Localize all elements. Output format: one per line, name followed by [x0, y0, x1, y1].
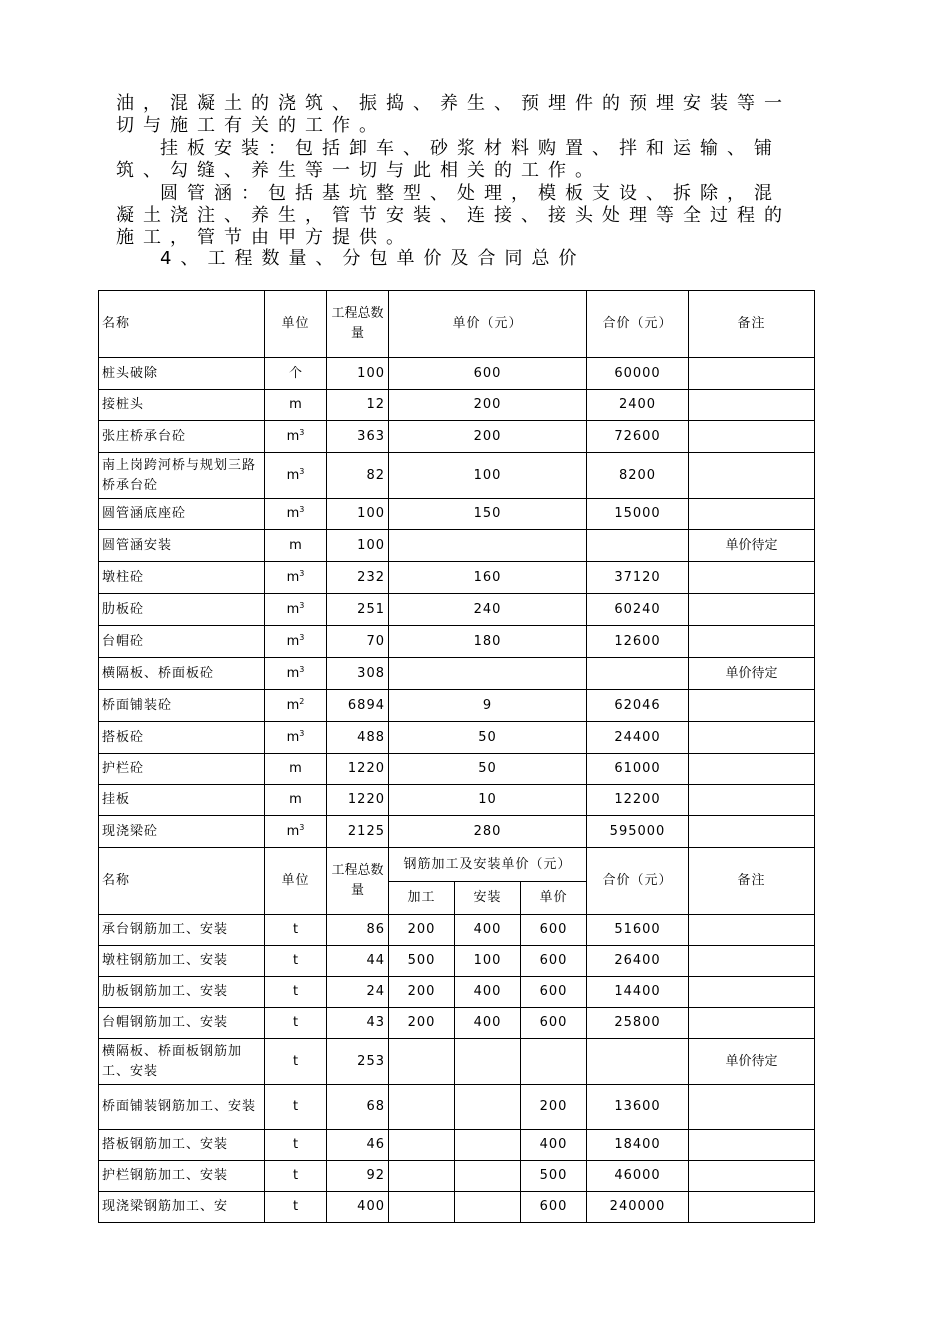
- row-unit-price: 500: [521, 1161, 587, 1192]
- unit-text: m: [286, 823, 300, 839]
- row-qty: 253: [327, 1039, 389, 1085]
- table-row: [99, 1008, 815, 1039]
- row-install-price: [455, 1130, 521, 1161]
- row-note: [689, 690, 815, 722]
- row-name: 墩柱砼: [99, 562, 265, 594]
- row-qty: 251: [327, 594, 389, 626]
- row-name: 搭板砼: [99, 722, 265, 754]
- row-name: 护栏钢筋加工、安装: [99, 1161, 265, 1192]
- row-note: [689, 1161, 815, 1192]
- row-qty: 400: [327, 1192, 389, 1223]
- row-install-price: 100: [455, 946, 521, 977]
- row-amount: 18400: [587, 1130, 689, 1161]
- row-price: 200: [389, 390, 587, 421]
- header-price: 单价（元）: [389, 291, 587, 358]
- row-note: 单价待定: [689, 658, 815, 690]
- row-unit-price: 600: [521, 946, 587, 977]
- header-amount: 合价（元）: [587, 848, 689, 915]
- unit-text: m: [286, 428, 300, 444]
- row-price: 100: [389, 453, 587, 499]
- row-price: 280: [389, 816, 587, 848]
- row-amount: 25800: [587, 1008, 689, 1039]
- row-note: [689, 626, 815, 658]
- table-row: [99, 977, 815, 1008]
- table-row: [99, 421, 815, 453]
- row-note: 单价待定: [689, 1039, 815, 1085]
- table-row: [99, 453, 815, 499]
- unit-text: m: [289, 537, 302, 553]
- row-name: 桩头破除: [99, 358, 265, 390]
- row-name: 挂板: [99, 785, 265, 816]
- header-unit-price: 单价: [521, 882, 587, 915]
- row-name: 现浇梁砼: [99, 816, 265, 848]
- row-qty: 232: [327, 562, 389, 594]
- row-qty: 100: [327, 530, 389, 562]
- row-process-price: 500: [389, 946, 455, 977]
- row-qty: 100: [327, 358, 389, 390]
- row-qty: 12: [327, 390, 389, 421]
- row-name: 台帽钢筋加工、安装: [99, 1008, 265, 1039]
- row-unit-price: 200: [521, 1085, 587, 1130]
- row-amount: 46000: [587, 1161, 689, 1192]
- row-unit: [265, 816, 327, 848]
- row-qty: 1220: [327, 785, 389, 816]
- table-row: [99, 1192, 815, 1223]
- row-note: [689, 754, 815, 785]
- row-note: [689, 785, 815, 816]
- row-amount: 15000: [587, 499, 689, 530]
- table-row: [99, 915, 815, 946]
- table-row: [99, 816, 815, 848]
- row-name: 搭板钢筋加工、安装: [99, 1130, 265, 1161]
- row-qty: 6894: [327, 690, 389, 722]
- table-row: [99, 562, 815, 594]
- row-name: 现浇梁钢筋加工、安: [99, 1192, 265, 1223]
- row-price: 240: [389, 594, 587, 626]
- row-unit: [265, 754, 327, 785]
- row-unit: t: [265, 946, 327, 977]
- unit-text: 个: [288, 365, 302, 381]
- row-amount: [587, 658, 689, 690]
- header-qty: 工程总数量: [327, 291, 389, 358]
- section-heading: 4、工程数量、分包单价及合同总价: [160, 248, 586, 269]
- unit-superscript: 3: [299, 505, 305, 514]
- paragraph-line: 施工，管节由甲方提供。: [116, 227, 413, 248]
- row-name: 桥面铺装钢筋加工、安装: [99, 1085, 265, 1130]
- header-process: 加工: [389, 882, 455, 915]
- row-process-price: [389, 1039, 455, 1085]
- row-note: [689, 421, 815, 453]
- row-unit: [265, 453, 327, 499]
- table-row: [99, 1161, 815, 1192]
- row-qty: 86: [327, 915, 389, 946]
- row-price: 200: [389, 421, 587, 453]
- header-price-group: 钢筋加工及安装单价（元）: [389, 848, 587, 882]
- row-unit-price: 400: [521, 1130, 587, 1161]
- row-name: 张庄桥承台砼: [99, 421, 265, 453]
- row-install-price: [455, 1161, 521, 1192]
- row-price: 600: [389, 358, 587, 390]
- row-qty: 2125: [327, 816, 389, 848]
- row-amount: 61000: [587, 754, 689, 785]
- row-qty: 82: [327, 453, 389, 499]
- row-name: 横隔板、桥面板砼: [99, 658, 265, 690]
- row-amount: 60240: [587, 594, 689, 626]
- row-note: [689, 915, 815, 946]
- unit-superscript: 3: [299, 728, 305, 738]
- row-qty: 308: [327, 658, 389, 690]
- unit-superscript: 3: [299, 822, 305, 832]
- row-name: 台帽砼: [99, 626, 265, 658]
- row-amount: 72600: [587, 421, 689, 453]
- table-row: [99, 390, 815, 421]
- row-price: 50: [389, 722, 587, 754]
- unit-text: m: [286, 697, 300, 713]
- unit-superscript: 3: [299, 568, 305, 578]
- row-amount: 595000: [587, 816, 689, 848]
- row-install-price: 400: [455, 915, 521, 946]
- row-unit: t: [265, 1008, 327, 1039]
- table2-header-row: [99, 848, 815, 882]
- row-unit: t: [265, 1192, 327, 1223]
- unit-superscript: 3: [299, 664, 305, 674]
- row-qty: 488: [327, 722, 389, 754]
- header-name: 名称: [99, 291, 265, 358]
- row-install-price: 400: [455, 1008, 521, 1039]
- row-unit: t: [265, 1161, 327, 1192]
- row-amount: 12600: [587, 626, 689, 658]
- row-name: 桥面铺装砼: [99, 690, 265, 722]
- row-price: [389, 658, 587, 690]
- row-unit: [265, 562, 327, 594]
- row-note: [689, 1192, 815, 1223]
- row-name: 接桩头: [99, 390, 265, 421]
- row-price: 50: [389, 754, 587, 785]
- row-process-price: 200: [389, 915, 455, 946]
- row-amount: 12200: [587, 785, 689, 816]
- row-unit: [265, 530, 327, 562]
- row-note: [689, 1008, 815, 1039]
- row-amount: 24400: [587, 722, 689, 754]
- row-note: [689, 977, 815, 1008]
- row-amount: 37120: [587, 562, 689, 594]
- unit-text: m: [289, 397, 302, 412]
- table-row: [99, 499, 815, 530]
- row-name: 护栏砼: [99, 754, 265, 785]
- row-amount: 240000: [587, 1192, 689, 1223]
- row-name: 圆管涵底座砼: [99, 499, 265, 530]
- row-process-price: [389, 1130, 455, 1161]
- table-row: [99, 358, 815, 390]
- row-amount: 26400: [587, 946, 689, 977]
- row-name: 肋板砼: [99, 594, 265, 626]
- row-note: [689, 562, 815, 594]
- row-name: 横隔板、桥面板钢筋加工、安装: [99, 1039, 265, 1085]
- row-unit: [265, 658, 327, 690]
- row-name: 南上岗跨河桥与规划三路桥承台砼: [99, 453, 265, 499]
- row-process-price: [389, 1192, 455, 1223]
- row-note: [689, 1085, 815, 1130]
- table2-body: [99, 848, 815, 1223]
- table-row: [99, 594, 815, 626]
- row-note: [689, 499, 815, 530]
- row-amount: [587, 1039, 689, 1085]
- row-price: [389, 530, 587, 562]
- row-install-price: 400: [455, 977, 521, 1008]
- table-row: [99, 785, 815, 816]
- unit-text: m: [286, 633, 300, 649]
- table1-header-row: [99, 291, 815, 358]
- table-row: [99, 690, 815, 722]
- row-unit-price: 600: [521, 915, 587, 946]
- row-price: 9: [389, 690, 587, 722]
- header-note: 备注: [689, 848, 815, 915]
- unit-text: m: [289, 792, 302, 807]
- header-install: 安装: [455, 882, 521, 915]
- row-unit: [265, 722, 327, 754]
- row-process-price: 200: [389, 977, 455, 1008]
- row-name: 圆管涵安装: [99, 530, 265, 562]
- unit-text: m: [286, 665, 300, 681]
- row-note: [689, 946, 815, 977]
- row-name: 承台钢筋加工、安装: [99, 915, 265, 946]
- row-unit: [265, 626, 327, 658]
- row-note: [689, 816, 815, 848]
- row-unit: [265, 690, 327, 722]
- row-unit: t: [265, 977, 327, 1008]
- row-qty: 92: [327, 1161, 389, 1192]
- unit-text: m: [286, 569, 300, 585]
- row-name: 肋板钢筋加工、安装: [99, 977, 265, 1008]
- row-process-price: 200: [389, 1008, 455, 1039]
- row-qty: 1220: [327, 754, 389, 785]
- row-unit: [265, 785, 327, 816]
- row-note: [689, 722, 815, 754]
- row-price: 150: [389, 499, 587, 530]
- row-qty: 43: [327, 1008, 389, 1039]
- header-note: 备注: [689, 291, 815, 358]
- unit-text: m: [289, 761, 302, 776]
- row-note: [689, 1130, 815, 1161]
- paragraph-line: 凝土浇注、养生，管节安装、连接、接头处理等全过程的: [116, 205, 791, 226]
- unit-superscript: 3: [299, 427, 305, 437]
- row-amount: 2400: [587, 390, 689, 421]
- row-qty: 70: [327, 626, 389, 658]
- row-qty: 24: [327, 977, 389, 1008]
- row-amount: 8200: [587, 453, 689, 499]
- unit-text: m: [286, 729, 300, 745]
- row-install-price: [455, 1085, 521, 1130]
- unit-superscript: 3: [299, 632, 305, 642]
- paragraph-line: 切与施工有关的工作。: [116, 115, 386, 136]
- unit-superscript: 3: [299, 600, 305, 610]
- row-amount: 62046: [587, 690, 689, 722]
- row-unit-price: 600: [521, 1008, 587, 1039]
- row-qty: 363: [327, 421, 389, 453]
- table-row: [99, 658, 815, 690]
- row-amount: 60000: [587, 358, 689, 390]
- row-unit: [265, 499, 327, 530]
- paragraph-line: 圆管涵：包括基坑整型、处理，模板支设、拆除，混: [160, 183, 781, 204]
- row-unit-price: 600: [521, 1192, 587, 1223]
- row-install-price: [455, 1192, 521, 1223]
- header-unit: 单位: [265, 848, 327, 915]
- table-row: [99, 946, 815, 977]
- row-amount: 51600: [587, 915, 689, 946]
- row-unit: t: [265, 1130, 327, 1161]
- paragraph-line: 筑、勾缝、养生等一切与此相关的工作。: [116, 160, 602, 181]
- row-qty: 44: [327, 946, 389, 977]
- header-name: 名称: [99, 848, 265, 915]
- header-unit: 单位: [265, 291, 327, 358]
- quantity-price-table: [98, 290, 815, 1223]
- unit-superscript: 3: [299, 466, 305, 476]
- row-note: [689, 594, 815, 626]
- row-unit: t: [265, 1039, 327, 1085]
- table-row: [99, 754, 815, 785]
- row-note: [689, 453, 815, 499]
- row-unit: [265, 594, 327, 626]
- row-note: [689, 390, 815, 421]
- row-name: 墩柱钢筋加工、安装: [99, 946, 265, 977]
- row-process-price: [389, 1085, 455, 1130]
- table-row: [99, 530, 815, 562]
- row-unit: t: [265, 915, 327, 946]
- row-price: 160: [389, 562, 587, 594]
- row-amount: 13600: [587, 1085, 689, 1130]
- row-unit: [265, 390, 327, 421]
- paragraph-line: 挂板安装：包括卸车、砂浆材料购置、拌和运输、铺: [160, 138, 781, 159]
- unit-text: m: [286, 467, 300, 483]
- table-row: [99, 626, 815, 658]
- table-row: [99, 1085, 815, 1130]
- row-price: 180: [389, 626, 587, 658]
- table-row: [99, 1039, 815, 1085]
- table-row: [99, 722, 815, 754]
- row-note: [689, 358, 815, 390]
- row-amount: [587, 530, 689, 562]
- paragraph-line: 油，混凝土的浇筑、振捣、养生、预埋件的预埋安装等一: [116, 93, 791, 114]
- header-qty: 工程总数量: [327, 848, 389, 915]
- unit-text: m: [286, 601, 300, 617]
- row-note: 单价待定: [689, 530, 815, 562]
- row-unit: [265, 421, 327, 453]
- row-unit-price: 600: [521, 977, 587, 1008]
- row-qty: 68: [327, 1085, 389, 1130]
- unit-text: m: [286, 506, 300, 521]
- row-qty: 100: [327, 499, 389, 530]
- table1-body: [99, 291, 815, 848]
- row-price: 10: [389, 785, 587, 816]
- unit-superscript: 2: [299, 696, 305, 706]
- row-install-price: [455, 1039, 521, 1085]
- row-unit: t: [265, 1085, 327, 1130]
- header-amount: 合价（元）: [587, 291, 689, 358]
- row-process-price: [389, 1161, 455, 1192]
- row-unit-price: [521, 1039, 587, 1085]
- row-amount: 14400: [587, 977, 689, 1008]
- row-qty: 46: [327, 1130, 389, 1161]
- table-row: [99, 1130, 815, 1161]
- row-unit: [265, 358, 327, 390]
